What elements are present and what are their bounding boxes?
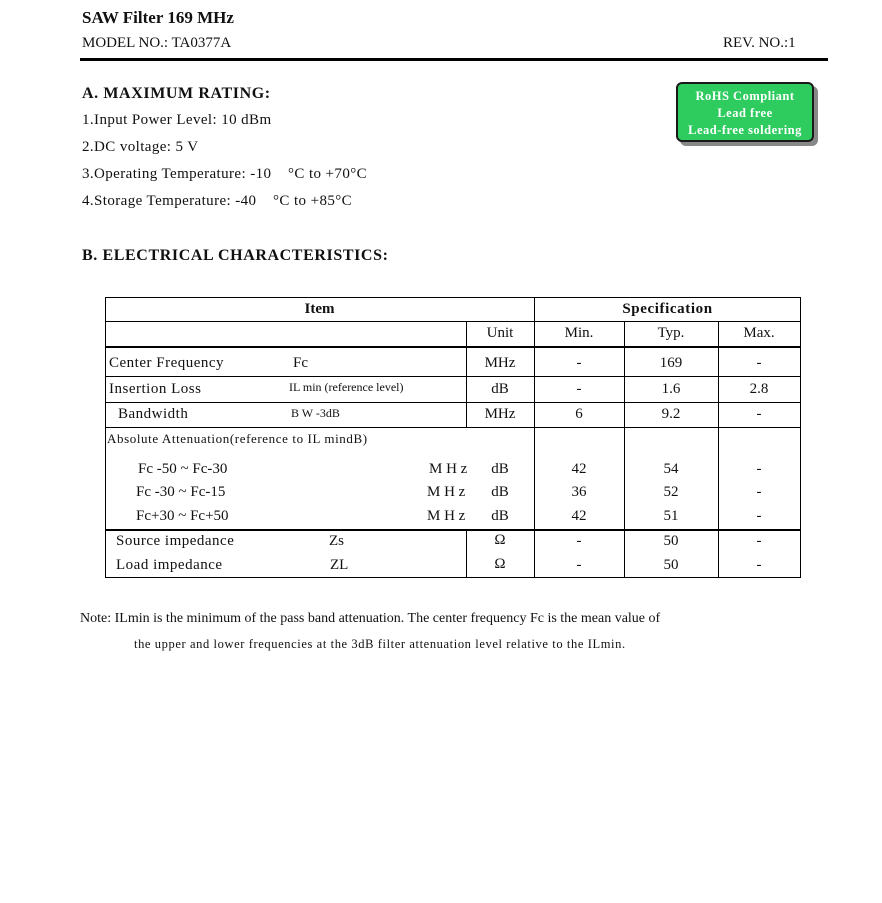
impedance-unit: Ω — [494, 556, 506, 572]
param-min: 6 — [575, 406, 583, 422]
atten-range: Fc -30 ~ Fc-15 — [136, 484, 226, 500]
rating-item: 3.Operating Temperature: -10 °C to +70°C — [82, 166, 368, 182]
rating-item: 2.DC voltage: 5 V — [82, 139, 199, 155]
param-symbol: IL min (reference level) — [289, 380, 404, 394]
note-line-1: Note: ILmin is the minimum of the pass band attenuation. The center frequency Fc is the mean value of — [80, 611, 661, 626]
atten-min: 36 — [571, 484, 587, 500]
param-unit: MHz — [484, 406, 516, 422]
impedance-unit: Ω — [494, 532, 506, 548]
header-item: Item — [304, 301, 335, 317]
document-title: SAW Filter 169 MHz — [82, 8, 234, 27]
atten-unit: dB — [491, 484, 509, 500]
section-a-heading: A. MAXIMUM RATING: — [82, 85, 271, 102]
param-typ: 9.2 — [661, 406, 681, 422]
atten-typ: 52 — [663, 484, 679, 500]
header-divider — [80, 58, 828, 61]
rating-item: 4.Storage Temperature: -40 °C to +85°C — [82, 193, 353, 209]
rohs-badge — [676, 82, 814, 142]
rohs-line-2: Lead free — [717, 106, 773, 120]
note-line-2: the upper and lower frequencies at the 3dB filter attenuation level relative to the ILmin. — [134, 637, 626, 651]
atten-typ: 51 — [663, 508, 679, 524]
atten-range: Fc -50 ~ Fc-30 — [138, 461, 228, 477]
atten-max: - — [756, 461, 762, 477]
param-unit: dB — [491, 381, 509, 397]
atten-freq-unit: M H z — [427, 508, 466, 524]
header-max: Max. — [743, 325, 775, 341]
header-specification: Specification — [622, 301, 713, 317]
param-max: - — [756, 406, 762, 422]
impedance-max: - — [756, 557, 762, 573]
rohs-line-1: RoHS Compliant — [695, 89, 795, 103]
rohs-line-3: Lead-free soldering — [688, 123, 802, 137]
atten-max: - — [756, 484, 762, 500]
impedance-min: - — [576, 533, 582, 549]
atten-range: Fc+30 ~ Fc+50 — [136, 508, 229, 524]
param-symbol: Fc — [293, 355, 308, 371]
atten-unit: dB — [491, 508, 509, 524]
impedance-name: Source impedance — [116, 533, 235, 549]
header-unit: Unit — [486, 325, 514, 341]
param-max: 2.8 — [749, 381, 769, 397]
atten-freq-unit: M H z — [427, 484, 466, 500]
impedance-symbol: ZL — [330, 557, 349, 573]
electrical-characteristics-table — [105, 297, 801, 578]
model-number: MODEL NO.: TA0377A — [82, 35, 232, 51]
rating-item: 1.Input Power Level: 10 dBm — [82, 112, 272, 128]
param-name: Insertion Loss — [109, 381, 202, 397]
param-name: Center Frequency — [109, 355, 225, 371]
impedance-typ: 50 — [663, 533, 679, 549]
atten-unit: dB — [491, 461, 509, 477]
impedance-typ: 50 — [663, 557, 679, 573]
param-typ: 169 — [659, 355, 683, 371]
param-unit: MHz — [484, 355, 516, 371]
param-min: - — [576, 381, 582, 397]
attenuation-label: Absolute Attenuation(reference to IL mindB) — [107, 431, 368, 446]
param-min: - — [576, 355, 582, 371]
revision-number: REV. NO.:1 — [723, 35, 796, 51]
impedance-symbol: Zs — [329, 533, 344, 549]
header-min: Min. — [564, 325, 594, 341]
param-symbol: B W -3dB — [291, 406, 340, 420]
section-b-heading: B. ELECTRICAL CHARACTERISTICS: — [82, 247, 389, 264]
header-typ: Typ. — [657, 325, 685, 341]
impedance-max: - — [756, 533, 762, 549]
impedance-min: - — [576, 557, 582, 573]
param-name: Bandwidth — [118, 406, 189, 422]
atten-min: 42 — [571, 461, 587, 477]
atten-freq-unit: M H z — [429, 461, 468, 477]
atten-min: 42 — [571, 508, 587, 524]
impedance-name: Load impedance — [116, 557, 223, 573]
atten-typ: 54 — [663, 461, 679, 477]
atten-max: - — [756, 508, 762, 524]
param-typ: 1.6 — [661, 381, 681, 397]
param-max: - — [756, 355, 762, 371]
